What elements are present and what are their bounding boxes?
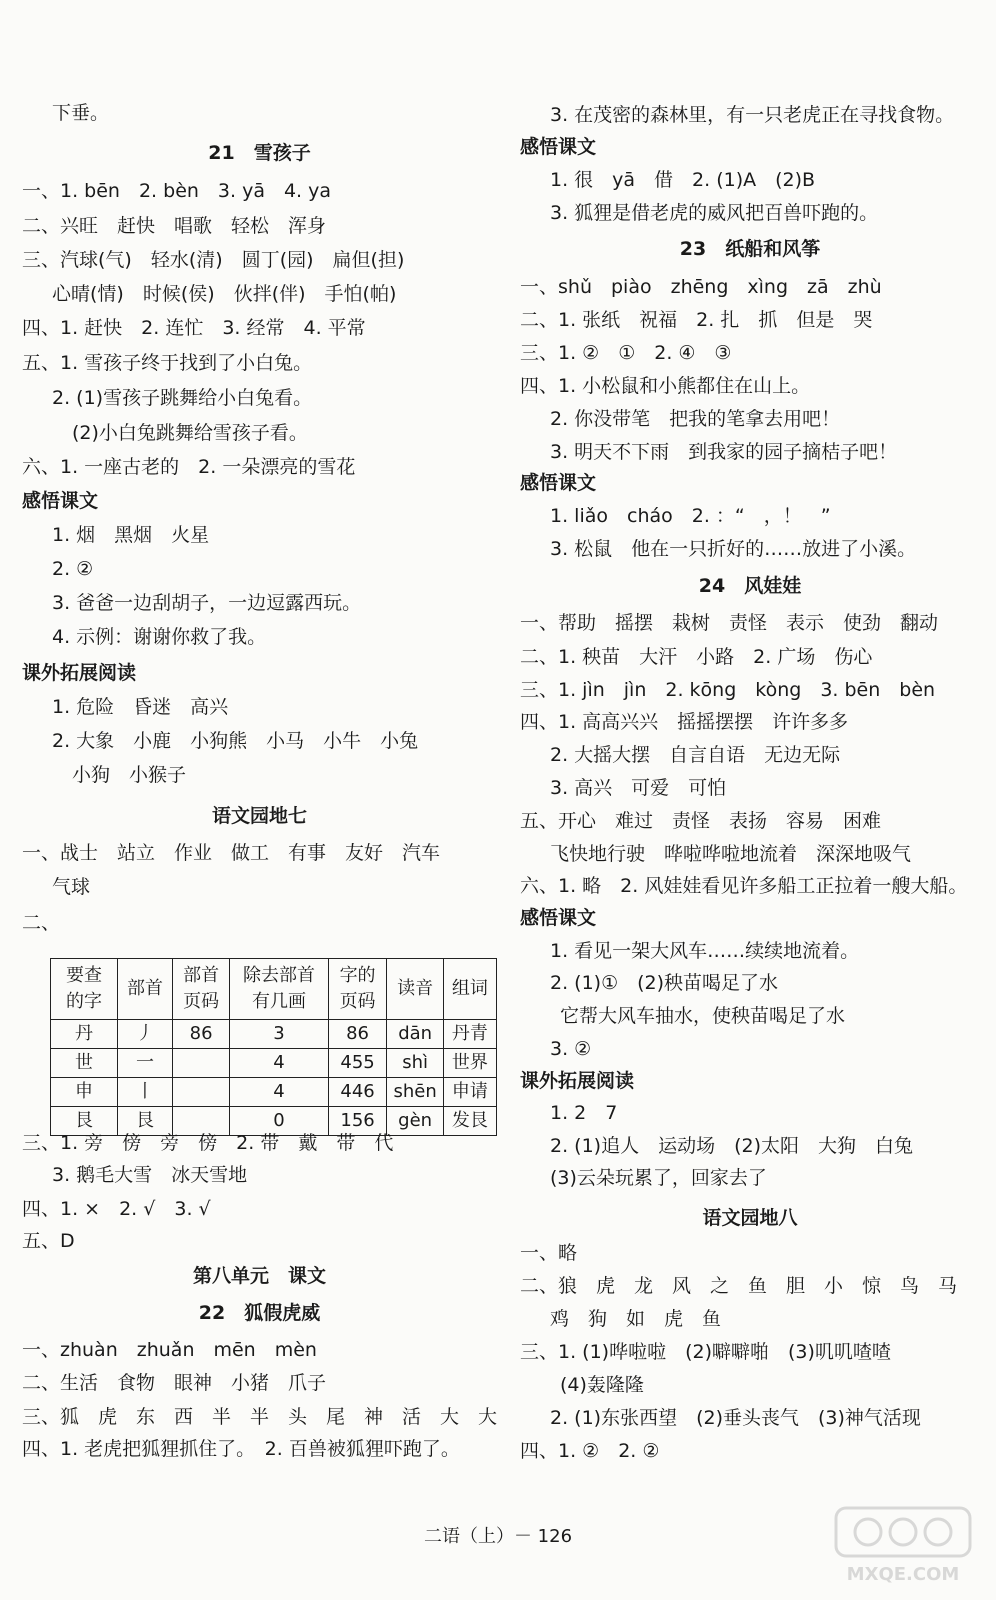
correction-item: 圆丁(园) bbox=[241, 249, 314, 271]
text-line: 3. 狐狸是借老虎的威风把百兽吓跑的。 bbox=[550, 202, 879, 224]
table-cell: 艮 bbox=[51, 1107, 118, 1136]
table-cell: 156 bbox=[328, 1107, 387, 1136]
table-cell: 丹 bbox=[51, 1020, 118, 1049]
watermark-logo bbox=[828, 1504, 978, 1590]
correction-item: 时候(侯) bbox=[142, 283, 215, 305]
text-line: 4. 示例：谢谢你救了我。 bbox=[52, 626, 267, 648]
text-line: 三、狐 虎 东 西 半 半 头 尾 神 活 大 大 bbox=[22, 1406, 498, 1428]
table-cell bbox=[172, 1049, 229, 1078]
table-cell: 455 bbox=[328, 1049, 387, 1078]
lesson-title-23: 23 纸船和风筝 bbox=[679, 238, 821, 260]
text-line: 五、D bbox=[22, 1230, 75, 1252]
text-line: 四、1. 小松鼠和小熊都住在山上。 bbox=[520, 375, 811, 397]
text-line bbox=[52, 281, 396, 307]
table-cell: 艮 bbox=[118, 1107, 173, 1136]
table-cell: shēn bbox=[387, 1078, 443, 1107]
lesson-title-24: 24 风娃娃 bbox=[698, 575, 802, 597]
text-line: 1. 危险 昏迷 高兴 bbox=[52, 696, 229, 718]
text-line: 小狗 小猴子 bbox=[72, 764, 187, 786]
table-header-cell: 部首 bbox=[118, 959, 173, 1020]
table-cell bbox=[172, 1078, 229, 1107]
table-header-cell: 读音 bbox=[387, 959, 443, 1020]
text-line bbox=[22, 247, 404, 273]
text-line: 二、 bbox=[22, 912, 61, 934]
table-cell: 申请 bbox=[443, 1078, 496, 1107]
correction-item: 轻水(清) bbox=[150, 249, 223, 271]
text-line: (2)小白兔跳舞给雪孩子看。 bbox=[72, 422, 308, 444]
text-line: (3)云朵玩累了，回家去了 bbox=[550, 1167, 767, 1189]
watermark-text: MXQE.COM bbox=[846, 1564, 960, 1585]
table-cell: 丨 bbox=[118, 1078, 173, 1107]
text-line: 一、1. bēn 2. bèn 3. yā 4. ya bbox=[22, 180, 332, 202]
correction-item: 心晴(情) bbox=[52, 283, 124, 305]
table-cell: 86 bbox=[172, 1020, 229, 1049]
table-cell: 0 bbox=[230, 1107, 328, 1136]
dictionary-lookup-table bbox=[50, 958, 497, 1136]
text-line: 气球 bbox=[52, 876, 91, 898]
text-line: 五、1. 雪孩子终于找到了小白兔。 bbox=[22, 352, 313, 374]
text-line: 2. 大摇大摆 自言自语 无边无际 bbox=[550, 744, 841, 766]
unit-title-8: 第八单元 课文 bbox=[192, 1265, 326, 1287]
table-cell: 4 bbox=[230, 1049, 328, 1078]
section-heading: 课外拓展阅读 bbox=[520, 1070, 635, 1092]
lesson-title-21: 21 雪孩子 bbox=[208, 142, 311, 164]
table-cell: 一 bbox=[118, 1049, 173, 1078]
table-header-cell: 组词 bbox=[443, 959, 496, 1020]
table-cell: shì bbox=[387, 1049, 443, 1078]
table-cell: 446 bbox=[328, 1078, 387, 1107]
unit-title-7: 语文园地七 bbox=[211, 805, 307, 827]
text-line: 四、1. 高高兴兴 摇摇摆摆 许许多多 bbox=[520, 711, 849, 733]
unit-title-8: 语文园地八 bbox=[702, 1207, 798, 1229]
text-line: 三、1. (1)哗啦啦 (2)噼噼啪 (3)叽叽喳喳 bbox=[520, 1341, 891, 1363]
text-line: 二、1. 秧苗 大汗 小路 2. 广场 伤心 bbox=[520, 646, 873, 668]
text-line: 四、1. ② 2. ② bbox=[520, 1440, 660, 1462]
text-line: 2. (1)追人 运动场 (2)太阳 大狗 白兔 bbox=[550, 1135, 913, 1157]
text-line: 2. 你没带笔 把我的笔拿去用吧！ bbox=[550, 408, 841, 430]
text-line: 飞快地行驶 哗啦哗啦地流着 深深地吸气 bbox=[550, 843, 912, 865]
text-line: 2. 大象 小鹿 小狗熊 小马 小牛 小兔 bbox=[52, 730, 419, 752]
text-line: 它帮大风车抽水，使秧苗喝足了水 bbox=[560, 1005, 846, 1027]
table-row bbox=[51, 1078, 497, 1107]
text-line: 3. ② bbox=[550, 1038, 592, 1060]
page-footer: 二语（上）－ 126 bbox=[423, 1526, 573, 1547]
text-line: 3. 鹅毛大雪 冰天雪地 bbox=[52, 1164, 248, 1186]
text-line: (4)轰隆隆 bbox=[560, 1374, 644, 1396]
table-cell: 丿 bbox=[118, 1020, 173, 1049]
correction-item: 汽球(气) bbox=[60, 249, 132, 271]
correction-item: 手怕(帕) bbox=[324, 283, 397, 305]
text-line: 一、shǔ piào zhēng xìng zā zhù bbox=[520, 276, 882, 298]
text-line: 三、1. 旁 傍 旁 傍 2. 带 戴 带 代 bbox=[22, 1132, 394, 1154]
table-cell: dān bbox=[387, 1020, 443, 1049]
text-line: 3. 明天不下雨 到我家的园子摘桔子吧！ bbox=[550, 441, 898, 463]
table-cell: 发艮 bbox=[443, 1107, 496, 1136]
table-cell: 86 bbox=[328, 1020, 387, 1049]
text-line: 四、1. 老虎把狐狸抓住了。 2. 百兽被狐狸吓跑了。 bbox=[22, 1438, 460, 1460]
table-row bbox=[51, 1020, 497, 1049]
text-line: 2. (1)雪孩子跳舞给小白兔看。 bbox=[52, 387, 313, 409]
text-line: 五、开心 难过 责怪 表扬 容易 困难 bbox=[520, 810, 882, 832]
text-line: 一、帮助 摇摆 栽树 责怪 表示 使劲 翻动 bbox=[520, 612, 939, 634]
text-line: 1. 很 yā 借 2. (1)A (2)B bbox=[550, 169, 816, 191]
text-line: 二、兴旺 赶快 唱歌 轻松 浑身 bbox=[22, 215, 327, 237]
text-line: 四、1. × 2. √ 3. √ bbox=[22, 1198, 211, 1220]
text-line: 三、1. ② ① 2. ④ ③ bbox=[520, 342, 732, 364]
text-line: 3. 松鼠 他在一只折好的……放进了小溪。 bbox=[550, 538, 917, 560]
text-line: 一、zhuàn zhuǎn mēn mèn bbox=[22, 1339, 317, 1361]
section-heading: 感悟课文 bbox=[520, 907, 597, 929]
text-line: 1. 烟 黑烟 火星 bbox=[52, 524, 210, 546]
text-line: 四、1. 赶快 2. 连忙 3. 经常 4. 平常 bbox=[22, 317, 366, 339]
table-row bbox=[51, 1049, 497, 1078]
correction-item: 伙拌(伴) bbox=[233, 283, 306, 305]
table-cell: 4 bbox=[230, 1078, 328, 1107]
text-line: 一、略 bbox=[520, 1242, 578, 1264]
section-label: 三、 bbox=[22, 249, 61, 271]
text-line: 2. (1)东张西望 (2)垂头丧气 (3)神气活现 bbox=[550, 1407, 921, 1429]
text-line: 1. liǎo cháo 2. ：“ ，！ ” bbox=[550, 505, 831, 527]
text-line: 二、1. 张纸 祝福 2. 扎 抓 但是 哭 bbox=[520, 309, 873, 331]
table-header-cell: 字的 页码 bbox=[328, 959, 387, 1020]
text-line: 六、1. 一座古老的 2. 一朵漂亮的雪花 bbox=[22, 456, 356, 478]
text-line: 3. 爸爸一边刮胡子，一边逗露西玩。 bbox=[52, 592, 362, 614]
text-line: 3. 在茂密的森林里，有一只老虎正在寻找食物。 bbox=[550, 104, 955, 126]
table-header-cell: 部首 页码 bbox=[172, 959, 229, 1020]
text-line: 1. 看见一架大风车……续续地流着。 bbox=[550, 940, 860, 962]
text-line: 六、1. 略 2. 风娃娃看见许多船工正拉着一艘大船。 bbox=[520, 875, 968, 897]
text-line: 三、1. jìn jìn 2. kōng kòng 3. bēn bèn bbox=[520, 679, 936, 701]
table-cell: gèn bbox=[387, 1107, 443, 1136]
text-line: 一、战士 站立 作业 做工 有事 友好 汽车 bbox=[22, 842, 441, 864]
text-line: 二、狼 虎 龙 风 之 鱼 胆 小 惊 鸟 马 bbox=[520, 1275, 958, 1297]
section-heading: 感悟课文 bbox=[520, 472, 597, 494]
correction-item: 扁但(担) bbox=[332, 249, 405, 271]
section-heading: 感悟课文 bbox=[22, 490, 99, 512]
table-cell: 申 bbox=[51, 1078, 118, 1107]
lesson-title-22: 22 狐假虎威 bbox=[198, 1302, 321, 1324]
text-line: 1. 2 7 bbox=[550, 1102, 618, 1124]
text-line: 3. 高兴 可爱 可怕 bbox=[550, 777, 727, 799]
text-line: 二、生活 食物 眼神 小猪 爪子 bbox=[22, 1372, 327, 1394]
table-header-row bbox=[51, 959, 497, 1020]
text-line: 鸡 狗 如 虎 鱼 bbox=[550, 1308, 722, 1330]
table-cell: 世 bbox=[51, 1049, 118, 1078]
text-line: 2. ② bbox=[52, 558, 94, 580]
table-cell: 丹青 bbox=[443, 1020, 496, 1049]
table-cell: 世界 bbox=[443, 1049, 496, 1078]
text-line: 下垂。 bbox=[52, 102, 110, 124]
section-heading: 课外拓展阅读 bbox=[22, 662, 137, 684]
text-line: 2. (1)① (2)秧苗喝足了水 bbox=[550, 972, 779, 994]
table-header-cell: 要查 的字 bbox=[51, 959, 118, 1020]
table-cell: 3 bbox=[230, 1020, 328, 1049]
section-heading: 感悟课文 bbox=[520, 136, 597, 158]
table-header-cell: 除去部首 有几画 bbox=[230, 959, 328, 1020]
